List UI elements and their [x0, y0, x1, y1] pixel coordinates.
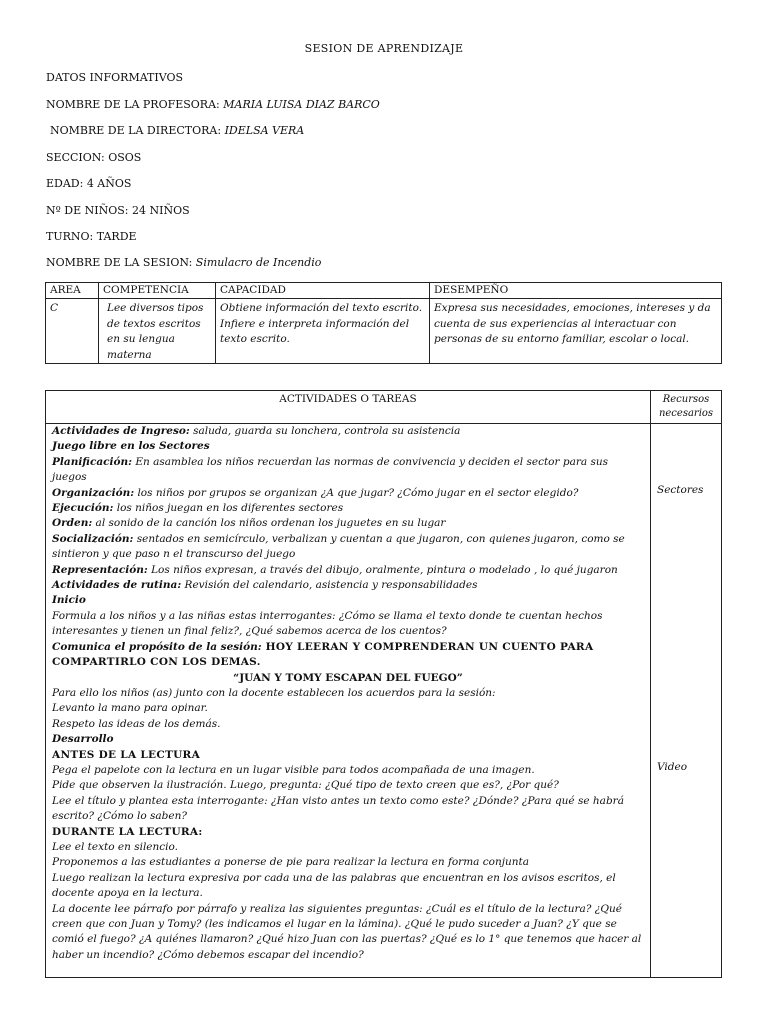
line-bold: Planificación: — [52, 455, 133, 468]
sesion-row — [46, 256, 321, 269]
list-item — [52, 501, 644, 516]
line-bold: Representación: — [52, 563, 148, 576]
datos-informativos: DATOS INFORMATIVOS — [46, 71, 184, 84]
list-item — [52, 532, 644, 563]
directora-label: NOMBRE DE LA DIRECTORA: — [50, 124, 222, 137]
list-item: Luego realizan la lectura expresiva por cada una de las palabras que encuentran en los avisos escritos, el docente apoya en la lectura. — [52, 871, 616, 900]
list-item — [52, 563, 644, 578]
sesion-value: Simulacro de Incendio — [195, 256, 322, 269]
list-item: “JUAN Y TOMY ESCAPAN DEL FUEGO” — [233, 671, 463, 684]
line-text: los niños por grupos se organizan ¿A que jugar? ¿Cómo jugar en el sector elegido? — [134, 486, 579, 499]
line-text: saluda, guarda su lonchera, controla su asistencia — [189, 425, 461, 437]
cell-capacidad — [216, 299, 430, 364]
directora-row — [50, 124, 304, 137]
list-item: Pega el papelote con la lectura en un lugar visible para todos acompañada de una imagen. — [52, 763, 535, 776]
list-item — [52, 486, 644, 501]
list-item — [52, 640, 644, 671]
header-competencia: COMPETENCIA — [99, 283, 216, 299]
resource-sectores: Sectores — [657, 484, 704, 496]
header-recursos: Recursos necesarios — [651, 391, 722, 424]
actividades-table — [45, 390, 722, 978]
list-item — [52, 516, 644, 531]
list-item: Desarrollo — [52, 733, 114, 746]
list-item: Respeto las ideas de los demás. — [52, 717, 221, 730]
profesora-row — [46, 98, 380, 111]
header-desempeno: DESEMPEÑO — [430, 283, 722, 299]
list-item: Lee el título y plantea esta interrogante: ¿Han visto antes un texto como este? ¿Dónde? ¿Para qué se habrá escrito? ¿Cómo lo saben? — [52, 794, 624, 823]
list-item: Formula a los niños y a las niñas estas interrogantes: ¿Cómo se llama el texto donde te cuentan hechos interesantes y tienen un final feliz?, ¿Qué sabemos acerca de los cuentos? — [52, 609, 603, 638]
numero-ninos: Nº DE NIÑOS: 24 NIÑOS — [46, 204, 190, 217]
edad: EDAD: 4 AÑOS — [46, 177, 132, 190]
line-text: Los niños expresan, a través del dibujo, oralmente, pintura o modelado , lo qué jugaron — [147, 563, 618, 576]
line-text: al sonido de la canción los niños ordenan los juguetes en su lugar — [92, 517, 446, 530]
line-text: HOY LEERAN Y COMPRENDERAN UN CUENTO PARA COMPARTIRLO CON LOS DEMAS. — [52, 640, 594, 669]
list-item: Pide que observen la ilustración. Luego, pregunta: ¿Qué tipo de texto creen que es?, ¿Por qué? — [52, 779, 559, 792]
list-item: ANTES DE LA LECTURA — [52, 748, 201, 761]
actividades-content — [46, 424, 651, 978]
recursos-content — [651, 424, 722, 978]
line-bold: Comunica el propósito de la sesión: — [52, 640, 262, 653]
cell-competencia: Lee diversos tipos de textos escritos en su lengua materna — [99, 299, 216, 364]
line-bold: Actividades de Ingreso: — [52, 425, 190, 437]
competencias-table — [45, 282, 722, 364]
resource-video: Video — [657, 761, 688, 773]
capacidad-1: Obtiene información del texto escrito. — [220, 302, 423, 314]
header-capacidad: CAPACIDAD — [216, 283, 430, 299]
list-item — [52, 424, 644, 439]
list-item — [52, 455, 644, 486]
cell-area: C — [46, 299, 99, 364]
header-actividades: ACTIVIDADES O TAREAS — [46, 391, 651, 424]
list-item: Inicio — [52, 594, 86, 607]
line-bold: Socialización: — [52, 532, 134, 545]
list-item — [52, 578, 644, 593]
line-text: sentados en semicírculo, verbalizan y cuentan a que jugaron, con quienes jugaron, como se sintieron y que paso n el transcurso del juego — [52, 532, 625, 561]
directora-value: IDELSA VERA — [224, 124, 305, 137]
line-text: Revisión del calendario, asistencia y responsabilidades — [181, 579, 478, 592]
profesora-label: NOMBRE DE LA PROFESORA: — [46, 98, 220, 111]
line-bold: Organización: — [52, 486, 135, 499]
line-bold: Orden: — [52, 517, 93, 530]
cell-desempeno: Expresa sus necesidades, emociones, intereses y da cuenta de sus experiencias al interactuar con personas de su entorno familiar, escolar o local. — [430, 299, 722, 364]
list-item: DURANTE LA LECTURA: — [52, 825, 203, 838]
header-area: AREA — [46, 283, 99, 299]
line-bold: Ejecución: — [52, 502, 114, 515]
page-title: SESION DE APRENDIZAJE — [304, 42, 464, 55]
turno: TURNO: TARDE — [46, 230, 137, 243]
list-item: Juego libre en los Sectores — [52, 440, 210, 453]
list-item: Lee el texto en silencio. — [52, 840, 178, 853]
list-item: Proponemos a las estudiantes a ponerse de pie para realizar la lectura en forma conjunta — [52, 856, 529, 869]
list-item: Levanto la mano para opinar. — [52, 702, 208, 715]
list-item: La docente lee párrafo por párrafo y realiza las siguientes preguntas: ¿Cuál es el título de la lectura? ¿Qué creen que con Juan y Tomy? (les indicamos el lugar en la lámina). ¿Qué le pudo suceder a Juan? ¿Y que se comió el fuego? ¿A quiénes llamaron? ¿Qué hizo Juan con las puertas? ¿Qué es lo 1° que tenemos que hacer al haber un incendio? ¿Cómo debemos escapar del incendio? — [52, 902, 642, 961]
profesora-value: MARIA LUISA DIAZ BARCO — [223, 98, 380, 111]
line-text: los niños juegan en los diferentes sectores — [113, 502, 344, 515]
list-item: Para ello los niños (as) junto con la docente establecen los acuerdos para la sesión: — [52, 686, 496, 699]
seccion: SECCION: OSOS — [46, 151, 142, 164]
line-text: En asamblea los niños recuerdan las normas de convivencia y deciden el sector para sus juegos — [52, 455, 609, 484]
line-bold: Actividades de rutina: — [52, 579, 182, 592]
sesion-label: NOMBRE DE LA SESION: — [46, 256, 193, 269]
capacidad-2: Infiere e interpreta información del texto escrito. — [220, 317, 410, 345]
